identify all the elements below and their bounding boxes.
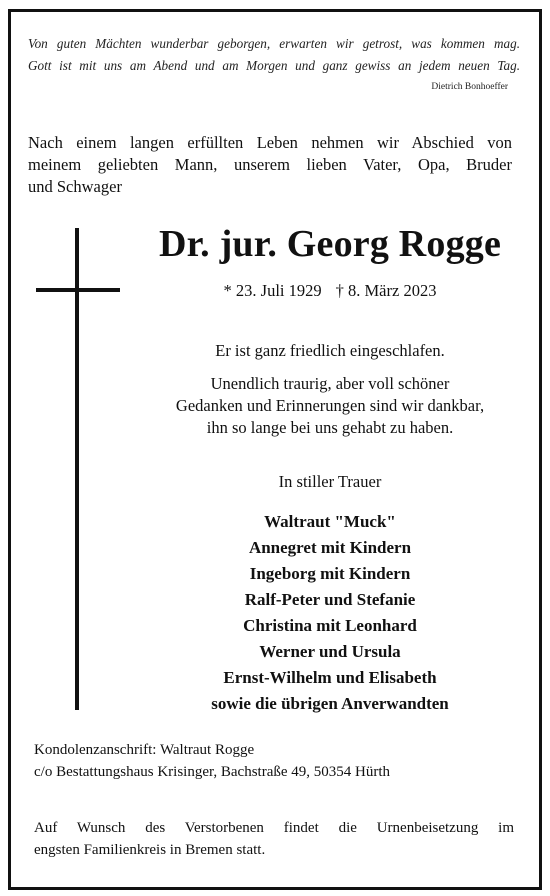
cross-icon-bar	[36, 288, 120, 292]
condolence-line: c/o Bestattungshaus Krisinger, Bachstraße 49, 50354 Hürth	[34, 764, 391, 780]
cross-icon	[75, 228, 79, 710]
mourner-item: Ernst-Wilhelm und Elisabeth	[223, 668, 437, 687]
burial-line: Auf Wunsch des Verstorbenen findet die Urnenbeisetzung im	[34, 820, 514, 836]
death-date: † 8. März 2023	[335, 281, 437, 300]
deceased-name: Dr. jur. Georg Rogge	[158, 223, 502, 265]
bonhoeffer-quote	[28, 33, 520, 77]
intro-text	[28, 132, 512, 198]
burial-note	[34, 817, 514, 861]
message-peaceful: Er ist ganz friedlich eingeschlafen.	[215, 341, 445, 360]
condolence-address	[34, 739, 514, 783]
quote-line: Gott ist mit uns am Abend und am Morgen und ganz gewiss an jedem neuen Tag.	[28, 58, 520, 73]
mourner-item: Werner und Ursula	[259, 642, 401, 661]
intro-line: meinem geliebten Mann, unserem lieben Vater, Opa, Bruder	[28, 155, 512, 174]
birth-date: * 23. Juli 1929	[223, 281, 322, 300]
quote-author: Dietrich Bonhoeffer	[431, 82, 508, 92]
life-dates	[120, 281, 540, 301]
quote-line: Von guten Mächten wunderbar geborgen, erwarten wir getrost, was kommen mag.	[28, 36, 520, 51]
mourner-item: Ralf-Peter und Stefanie	[244, 590, 416, 609]
mourning-heading: In stiller Trauer	[278, 472, 382, 491]
condolence-line: Kondolenzanschrift: Waltraut Rogge	[34, 742, 255, 758]
mourner-item: sowie die übrigen Anverwandten	[211, 694, 449, 713]
mourner-item: Christina mit Leonhard	[243, 616, 417, 635]
message-gratitude	[120, 373, 540, 439]
mourner-item: Waltraut "Muck"	[264, 512, 396, 531]
intro-line: und Schwager	[28, 177, 122, 196]
message-line: ihn so lange bei uns gehabt zu haben.	[206, 418, 454, 437]
message-line: Gedanken und Erinnerungen sind wir dankbar,	[175, 396, 485, 415]
mourner-item: Ingeborg mit Kindern	[249, 564, 411, 583]
mourners-list	[120, 509, 540, 717]
mourner-item: Annegret mit Kindern	[248, 538, 412, 557]
message-line: Unendlich traurig, aber voll schöner	[210, 374, 450, 393]
burial-line: engsten Familienkreis in Bremen statt.	[34, 842, 266, 858]
intro-line: Nach einem langen erfüllten Leben nehmen wir Abschied von	[28, 133, 512, 152]
